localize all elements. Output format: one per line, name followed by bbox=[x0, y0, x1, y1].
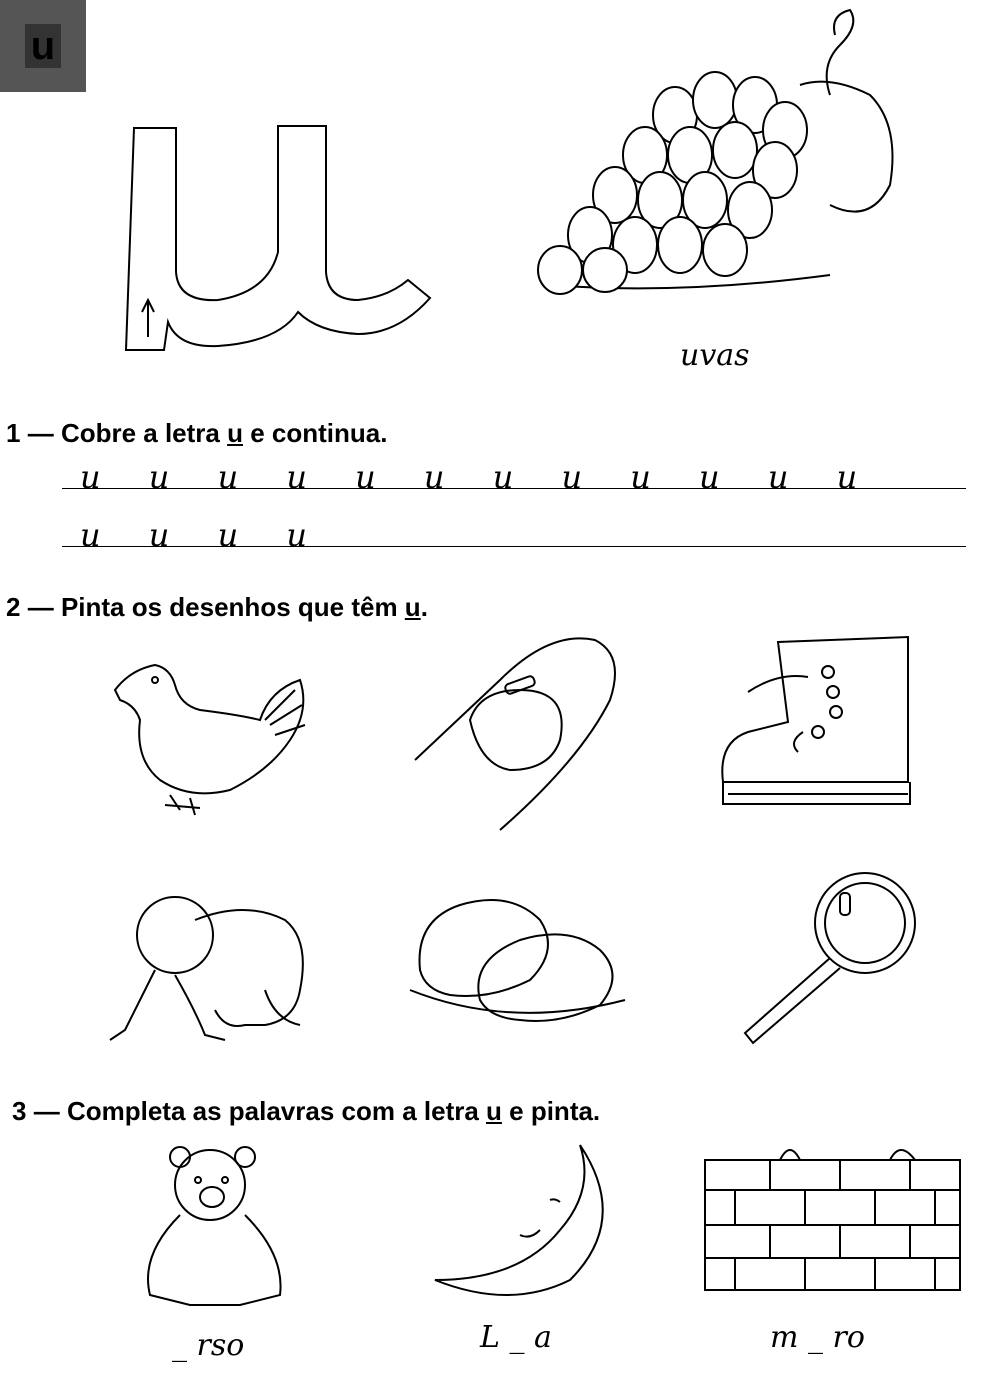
word-muro: m _ ro bbox=[770, 1320, 865, 1355]
heading-text: Cobre a letra bbox=[60, 418, 228, 448]
dash: — bbox=[27, 418, 54, 448]
section-number: 1 bbox=[6, 418, 21, 448]
letter-badge bbox=[0, 0, 86, 92]
badge-letter: u bbox=[25, 24, 61, 68]
section-number: 3 bbox=[12, 1096, 27, 1126]
heading-letter: u bbox=[486, 1096, 502, 1126]
heading-text: . bbox=[420, 592, 428, 622]
heading-text: Completa as palavras com a letra bbox=[66, 1096, 487, 1126]
trace-row-1: u u u u u u u u u u u u bbox=[80, 458, 858, 496]
section-2-heading bbox=[6, 592, 428, 623]
slippers-icon bbox=[410, 880, 630, 1030]
dash: — bbox=[27, 592, 54, 622]
word-urso: _ rso bbox=[172, 1328, 245, 1363]
moon-icon bbox=[430, 1140, 615, 1310]
big-u-letter-icon bbox=[118, 122, 438, 358]
heading-letter: u bbox=[227, 418, 243, 448]
heading-text: Pinta os desenhos que têm bbox=[60, 592, 405, 622]
heading-text: e continua. bbox=[243, 418, 388, 448]
heading-letter: u bbox=[404, 592, 421, 622]
boot-icon bbox=[718, 632, 918, 812]
bird-icon bbox=[110, 650, 310, 820]
grapes-icon bbox=[530, 5, 910, 305]
word-lua: L _ a bbox=[480, 1320, 552, 1355]
magnifier-icon bbox=[735, 868, 925, 1048]
dash: — bbox=[33, 1096, 60, 1126]
finger-icon bbox=[410, 630, 630, 840]
bear-icon bbox=[130, 1145, 290, 1310]
section-1-heading bbox=[6, 418, 387, 449]
section-3-heading bbox=[12, 1096, 600, 1127]
hero-word: uvas bbox=[680, 338, 750, 373]
baby-icon bbox=[105, 880, 315, 1050]
trace-row-2: u u u u bbox=[80, 516, 307, 554]
wall-icon bbox=[700, 1140, 965, 1295]
section-number: 2 bbox=[6, 592, 21, 622]
heading-text: e pinta. bbox=[501, 1096, 601, 1126]
